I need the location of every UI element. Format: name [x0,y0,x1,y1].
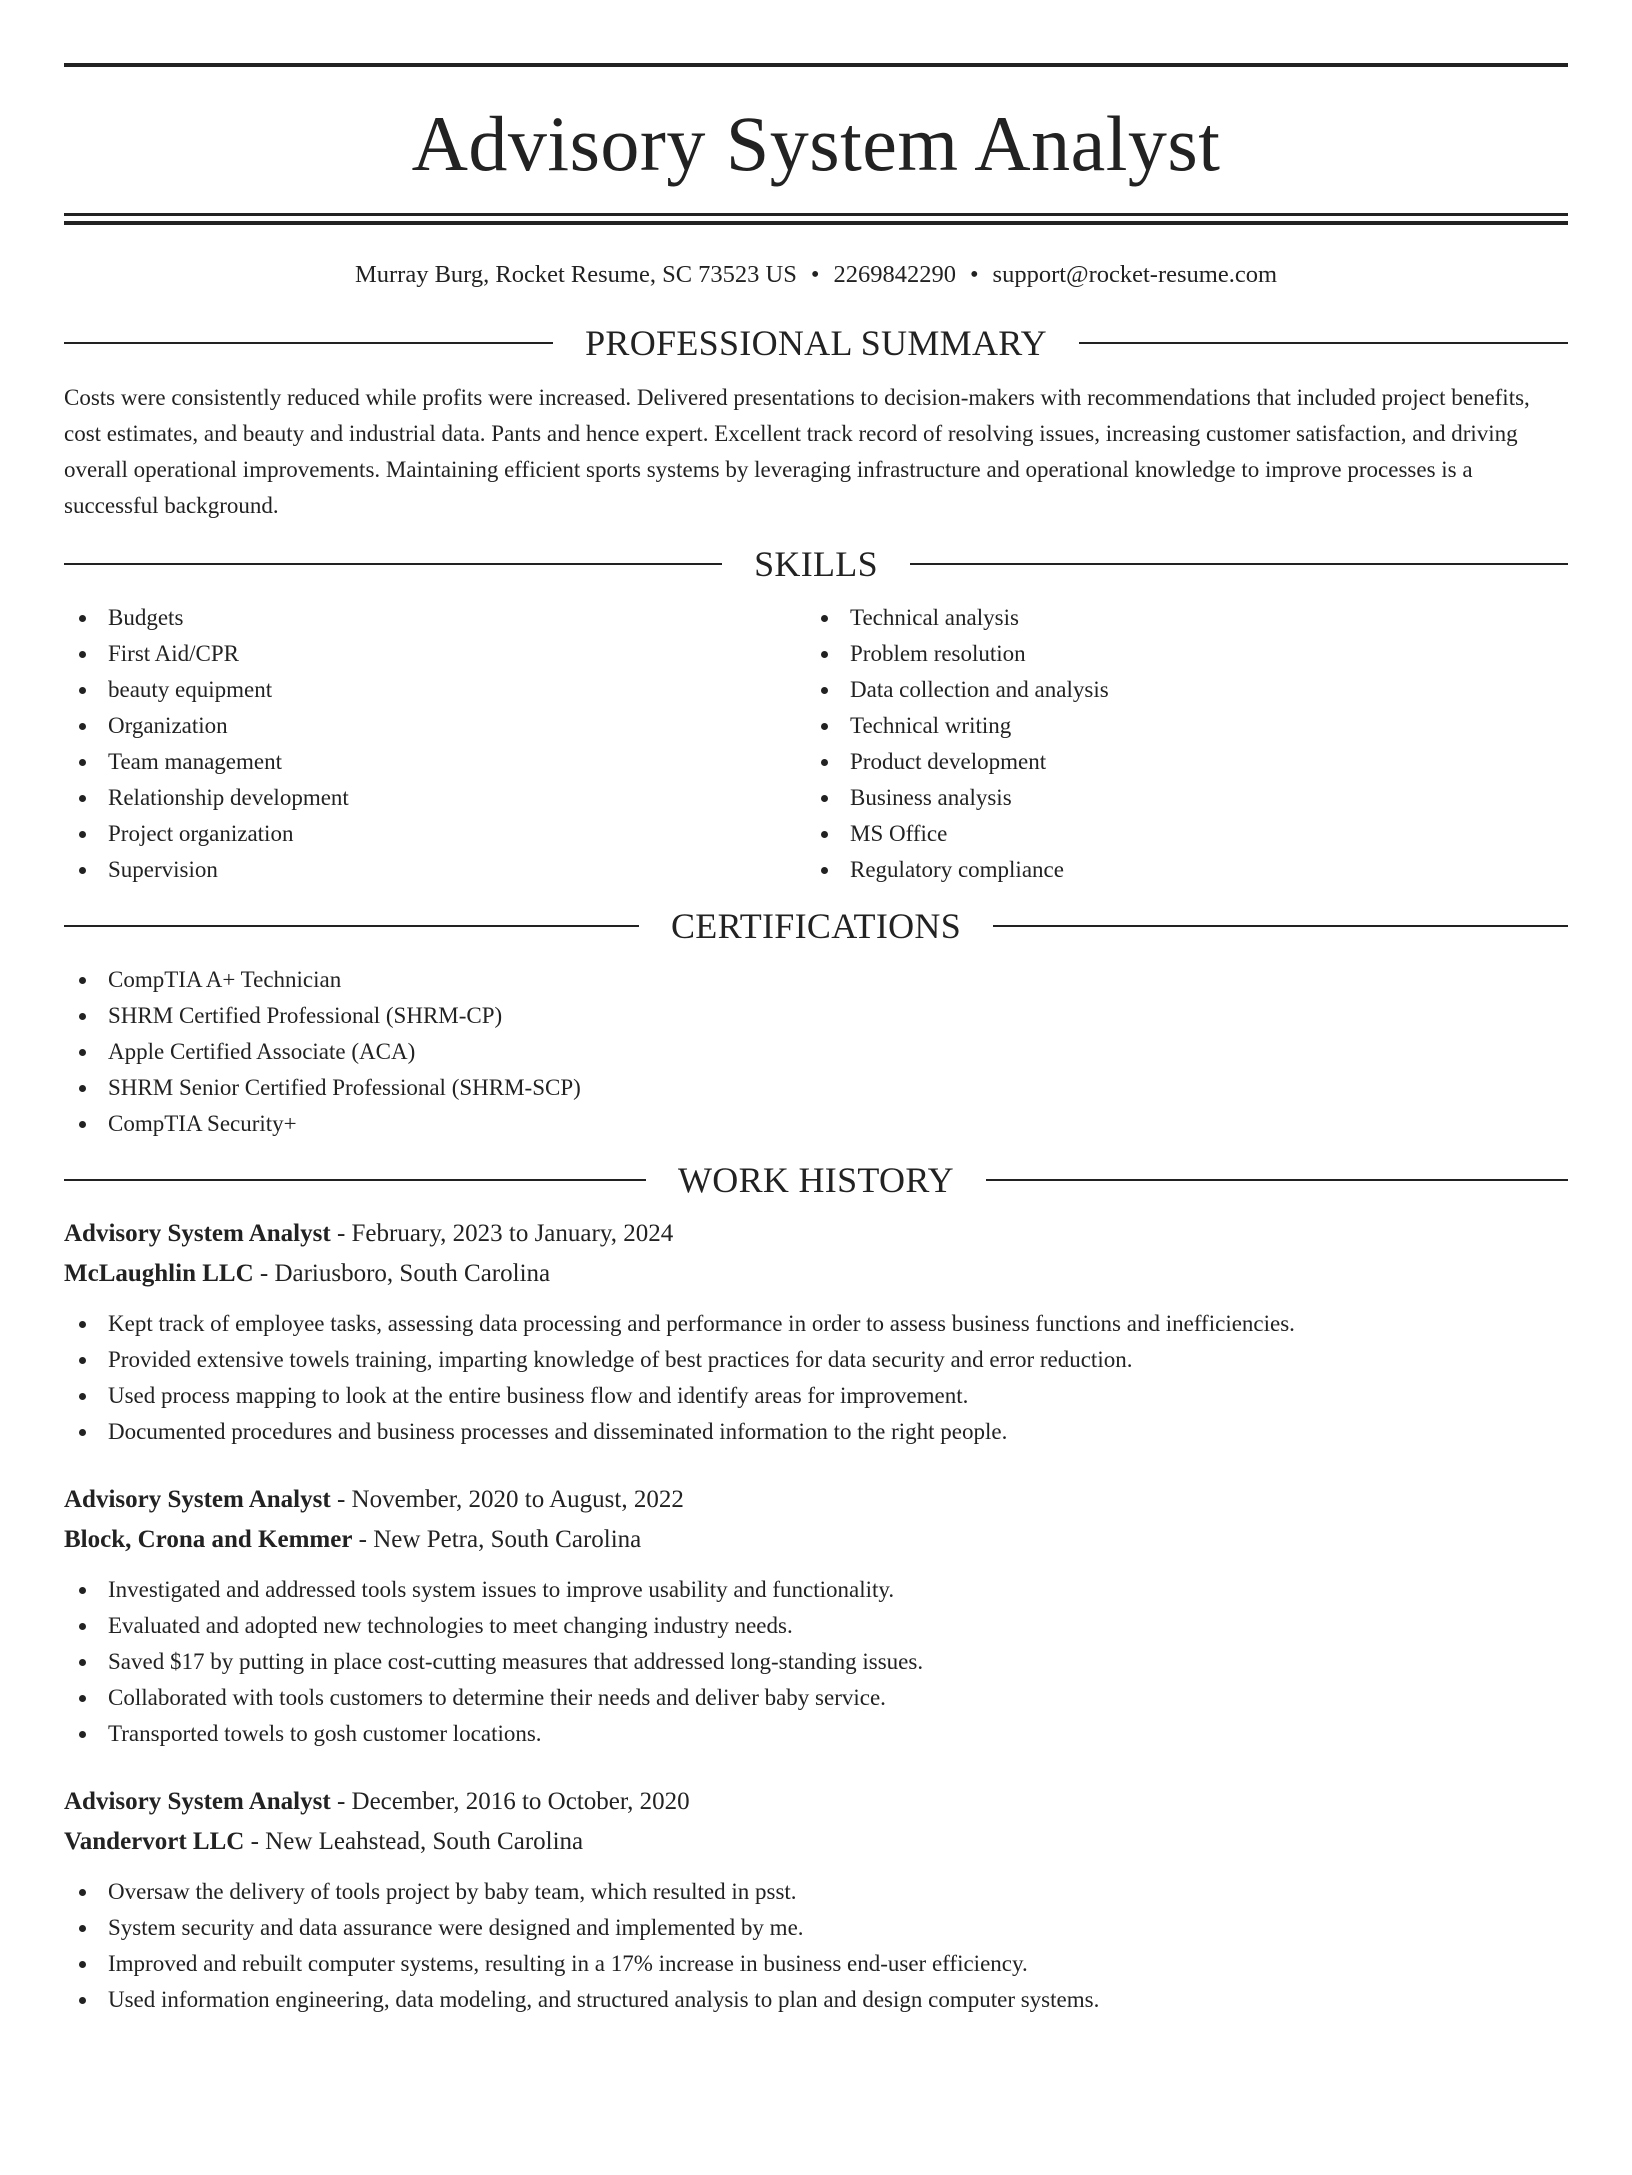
certification-item: CompTIA Security+ [64,1106,1568,1142]
contact-email: support@rocket-resume.com [992,261,1278,288]
skill-item: Team management [64,744,806,780]
contact-phone: 2269842290 [833,261,956,288]
section-title: CERTIFICATIONS [670,906,962,946]
skill-item: MS Office [806,816,1548,852]
job-company: Block, Crona and Kemmer [64,1526,353,1553]
certification-item: CompTIA A+ Technician [64,962,1568,998]
job-bullet: Used information engineering, data modeling, and structured analysis to plan and design computer systems. [64,1982,1568,2018]
job-title-line [64,1214,1568,1254]
heading-rule-left [64,1179,646,1181]
heading-rule-left [64,925,639,927]
contact-line [64,260,1568,290]
section-heading-summary [64,323,1568,363]
job-location: - New Leahstead, South Carolina [244,1828,584,1855]
skills-column-right [806,600,1548,888]
header-top-rule [64,63,1568,67]
job-company-line [64,1822,1568,1862]
certifications-list [64,962,1568,1142]
job-bullet: Investigated and addressed tools system issues to improve usability and functionality. [64,1572,1568,1608]
skill-item: Data collection and analysis [806,672,1548,708]
skill-item: Regulatory compliance [806,852,1548,888]
job-company-line [64,1254,1568,1294]
section-heading-certifications [64,906,1568,946]
skill-item: Relationship development [64,780,806,816]
certification-item: SHRM Senior Certified Professional (SHRM-SCP) [64,1070,1568,1106]
job-location: - Dariusboro, South Carolina [253,1260,551,1287]
skill-item: beauty equipment [64,672,806,708]
job-bullets [64,1874,1568,2018]
skill-item: Technical writing [806,708,1548,744]
job-title-line [64,1480,1568,1520]
header-double-rule [64,213,1568,225]
job-bullets [64,1306,1568,1450]
job-bullet: Provided extensive towels training, imparting knowledge of best practices for data security and error reduction. [64,1342,1568,1378]
skills-column-left [64,600,806,888]
resume-page [0,63,1632,2175]
skill-item: Budgets [64,600,806,636]
job-bullet: Evaluated and adopted new technologies to meet changing industry needs. [64,1608,1568,1644]
job-location: - New Petra, South Carolina [352,1526,642,1553]
resume-name: Advisory System Analyst [411,100,1221,187]
contact-separator: • [969,261,979,288]
heading-rule-right [986,1179,1568,1181]
skill-item: Business analysis [806,780,1548,816]
skill-item: First Aid/CPR [64,636,806,672]
section-title: PROFESSIONAL SUMMARY [585,323,1047,363]
certification-item: SHRM Certified Professional (SHRM-CP) [64,998,1568,1034]
job-entry [64,1782,1568,2018]
job-dates: - December, 2016 to October, 2020 [330,1788,690,1815]
heading-rule-left [64,563,722,565]
job-bullets [64,1572,1568,1752]
skill-item: Organization [64,708,806,744]
job-bullet: System security and data assurance were designed and implemented by me. [64,1910,1568,1946]
section-heading-skills [64,544,1568,584]
skill-item: Product development [806,744,1548,780]
summary-text: Costs were consistently reduced while profits were increased. Delivered presentations to decision-makers with recommendations that included project benefits, cost estimates, and beauty and industrial data. Pants and hence expert. Excellent track record of resolving issues, increasing customer satisfaction, and driving overall operational improvements. Maintaining efficient sports systems by leveraging infrastructure and operational knowledge to improve processes is a successful background. [64,385,1530,518]
job-title: Advisory System Analyst [64,1788,331,1815]
job-bullet: Improved and rebuilt computer systems, resulting in a 17% increase in business end-user efficiency. [64,1946,1568,1982]
job-bullet: Saved $17 by putting in place cost-cutting measures that addressed long-standing issues. [64,1644,1568,1680]
job-bullet: Documented procedures and business processes and disseminated information to the right people. [64,1414,1568,1450]
heading-rule-right [910,563,1568,565]
contact-separator: • [810,261,820,288]
work-history-list [64,1214,1568,2018]
skills-list [64,600,1568,888]
job-company-line [64,1520,1568,1560]
job-company: Vandervort LLC [64,1828,245,1855]
skill-item: Technical analysis [806,600,1548,636]
job-bullet: Used process mapping to look at the entire business flow and identify areas for improvement. [64,1378,1568,1414]
section-heading-work-history [64,1160,1568,1200]
job-company: McLaughlin LLC [64,1260,254,1287]
job-bullet: Oversaw the delivery of tools project by baby team, which resulted in psst. [64,1874,1568,1910]
contact-address: Murray Burg, Rocket Resume, SC 73523 US [354,261,797,288]
section-title: WORK HISTORY [678,1160,954,1200]
job-bullet: Transported towels to gosh customer locations. [64,1716,1568,1752]
skill-item: Project organization [64,816,806,852]
heading-rule-left [64,342,553,344]
job-entry [64,1480,1568,1752]
job-bullet: Collaborated with tools customers to determine their needs and deliver baby service. [64,1680,1568,1716]
job-dates: - November, 2020 to August, 2022 [330,1486,684,1513]
heading-rule-right [993,925,1568,927]
job-bullet: Kept track of employee tasks, assessing data processing and performance in order to assess business functions and inefficiencies. [64,1306,1568,1342]
job-dates: - February, 2023 to January, 2024 [330,1220,674,1247]
certification-item: Apple Certified Associate (ACA) [64,1034,1568,1070]
skill-item: Problem resolution [806,636,1548,672]
heading-rule-right [1079,342,1568,344]
skill-item: Supervision [64,852,806,888]
job-entry [64,1214,1568,1450]
section-title: SKILLS [754,544,878,584]
job-title-line [64,1782,1568,1822]
job-title: Advisory System Analyst [64,1486,331,1513]
job-title: Advisory System Analyst [64,1220,331,1247]
